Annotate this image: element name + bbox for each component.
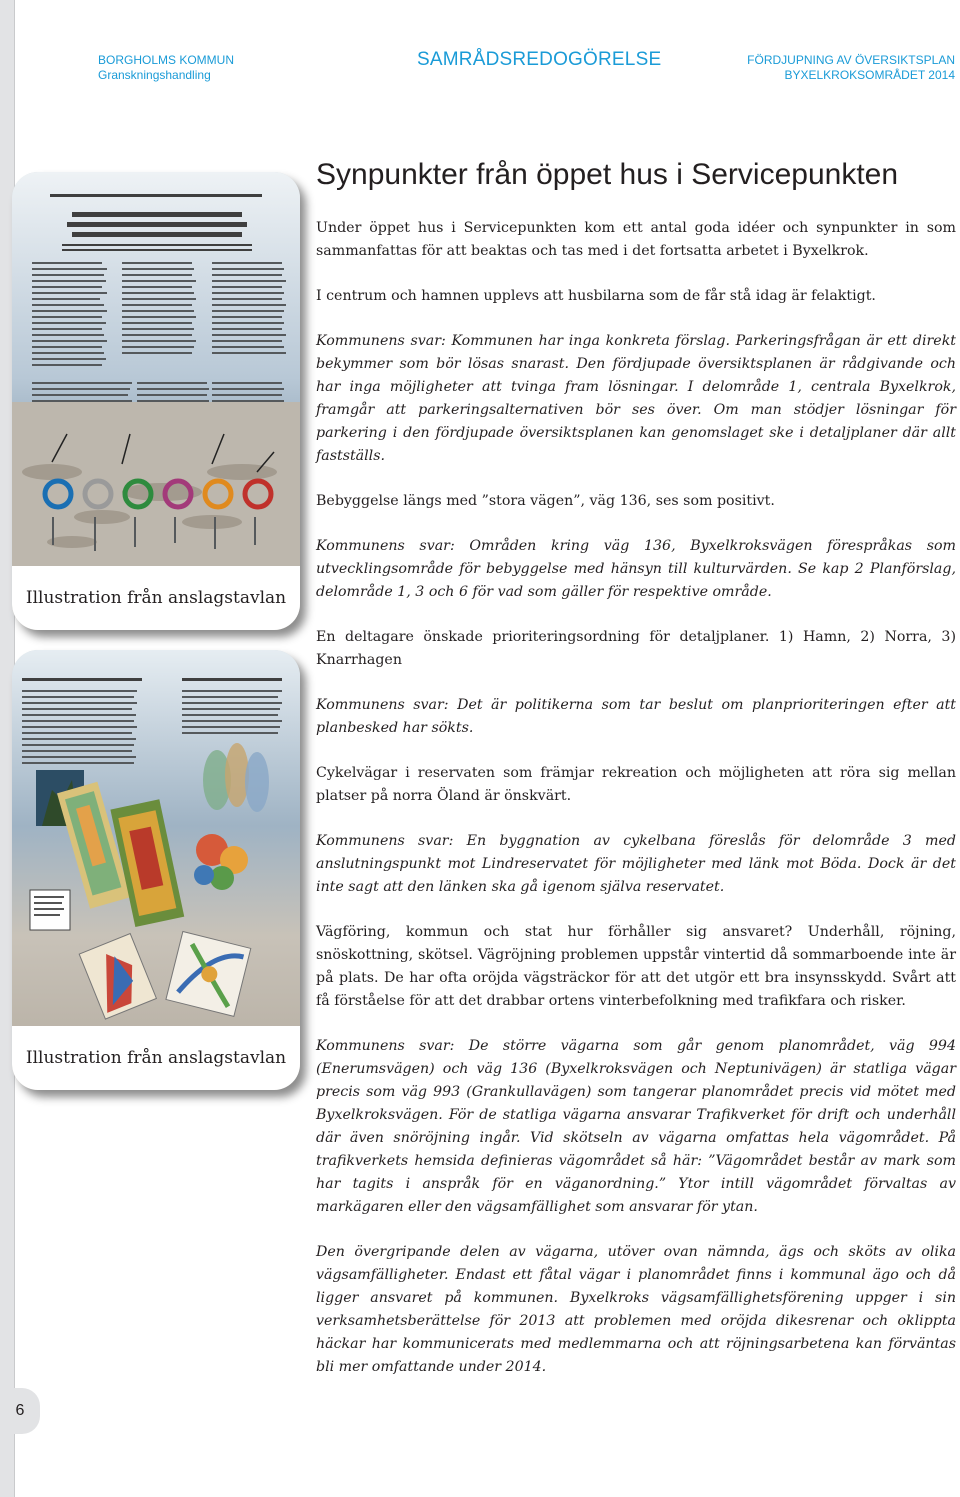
- paragraph-response-parking: Kommunens svar: Kommunen har inga konkreta förslag. Parkeringsfrågan är ett direkt bekymmer som bör lösas snarast. Den fördjupade översiktsplanen är rådgivande och har inga möjligheter att tvinga fram lösningar. I delområde 1, centrala Byxelkrok, framgår att parkeringsalternativen bör ses över. Om man stödjer lösningar för parkering i den fördjupade översiktsplanen kan genomslaget ske i detaljplaner där allt fastställs.: [316, 333, 956, 464]
- paragraph-response-road-associations: Den övergripande delen av vägarna, utöver ovan nämnda, ägs och sköts av olika vägsamfälligheter. Endast ett fåtal vägar i planområdet finns i kommunal ägo och då ligger ansvaret på kommunen. Byxelkroks vägsamfällighetsförening uppger i sin verksamhetsberättelse för 2013 att problemen med oröjda dikesrenar och oklippta häckar har kommunicerats med medlemmarna och att röjningsarbetena kan förväntas bli mer omfattande under 2014.: [316, 1244, 956, 1375]
- figure-caption-1: Illustration från anslagstavlan: [12, 566, 300, 630]
- poster-image-2: [12, 650, 300, 1090]
- header-left: [98, 53, 234, 83]
- page-header: [0, 0, 960, 110]
- paragraph-comment-priority: En deltagare önskade prioriteringsordning för detaljplaner. 1) Hamn, 2) Norra, 3) Knarrhagen: [316, 629, 956, 668]
- page-number: 6: [0, 1388, 40, 1434]
- document-status: Granskningshandling: [98, 68, 211, 82]
- document-type: SAMRÅDSREDOGÖRELSE: [417, 49, 662, 70]
- paragraph-intro: Under öppet hus i Servicepunkten kom ett antal goda idéer och synpunkter in som sammanfattas för att beaktas och tas med i det fortsatta arbetet i Byxelkrok.: [316, 220, 956, 259]
- figure-caption-2: Illustration från anslagstavlan: [12, 1026, 300, 1090]
- paragraph-response-priority: Kommunens svar: Det är politikerna som tar beslut om planprioriteringen efter att planbesked har sökts.: [316, 697, 956, 736]
- poster-illustration-2: [12, 650, 300, 1090]
- paragraph-response-road-maintenance: Kommunens svar: De större vägarna som går genom planområdet, väg 994 (Enerumsvägen) och väg 136 (Byxelkroksvägen och Neptunivägen) är statliga vägar precis som väg 993 (Grankullavägen) som tangerar planområdet precis vid mötet med Byxelkroksvägen. För de statliga vägarna ansvarar Trafikverket för drift och underhåll där även snöröjning ingår. Vid skötseln av vägarna omfattas hela vägområdet. På trafikverkets hemsida definieras vägområdet så här: ”Vägområdet består av mark som har tagits i anspråk för en väganordning.” Ytor intill vägområdet förvaltas av markägaren eller den vägsamfällighet som ansvarar för ytan.: [316, 1038, 956, 1215]
- paragraph-comment-road-136: Bebyggelse längs med ”stora vägen”, väg 136, ses som positivt.: [316, 493, 775, 509]
- municipality-name: BORGHOLMS KOMMUN: [98, 53, 235, 67]
- header-right: [747, 53, 955, 83]
- paragraph-comment-parking: I centrum och hamnen upplevs att husbilarna som de får stå idag är felaktigt.: [316, 288, 876, 304]
- plan-type: FÖRDJUPNING AV ÖVERSIKTSPLAN: [747, 53, 955, 67]
- page-title: Synpunkter från öppet hus i Servicepunkten: [316, 158, 899, 191]
- paragraph-response-cycle-paths: Kommunens svar: En byggnation av cykelbana föreslås för delområde 3 med anslutningspunkt mot Lindreservatet för möjligheter med länk mot Böda. Dock är det inte sagt att den länken ska gå igenom själva reservatet.: [316, 833, 956, 895]
- poster-image-1: [12, 172, 300, 630]
- plan-area: BYXELKROKSOMRÅDET 2014: [784, 68, 955, 82]
- paragraph-response-road-136: Kommunens svar: Områden kring väg 136, Byxelkroksvägen förespråkas som utvecklingsområde för bebyggelse med hänsyn till kulturvärden. Se kap 2 Planförslag, delområde 1, 3 och 6 för vad som gäller för respektive område.: [316, 538, 956, 600]
- poster-illustration-1: [12, 172, 300, 630]
- paragraph-comment-road-maintenance: Vägföring, kommun och stat hur förhåller sig ansvaret? Underhåll, röjning, snöskottning, skötsel. Vägröjning problemen uppstår vintertid då sommarboende inte är på plats. De har ofta oröjda vägsträckor för att det utgör ett bra insynsskydd. Svårt att få förståelse för att det drabbar ortens vinterbefolkning med trafikfara och risker.: [316, 924, 956, 1009]
- main-content: [316, 217, 956, 1379]
- paragraph-comment-cycle-paths: Cykelvägar i reservaten som främjar rekreation och möjligheten att röra sig mellan platser på norra Öland är önskvärt.: [316, 765, 956, 804]
